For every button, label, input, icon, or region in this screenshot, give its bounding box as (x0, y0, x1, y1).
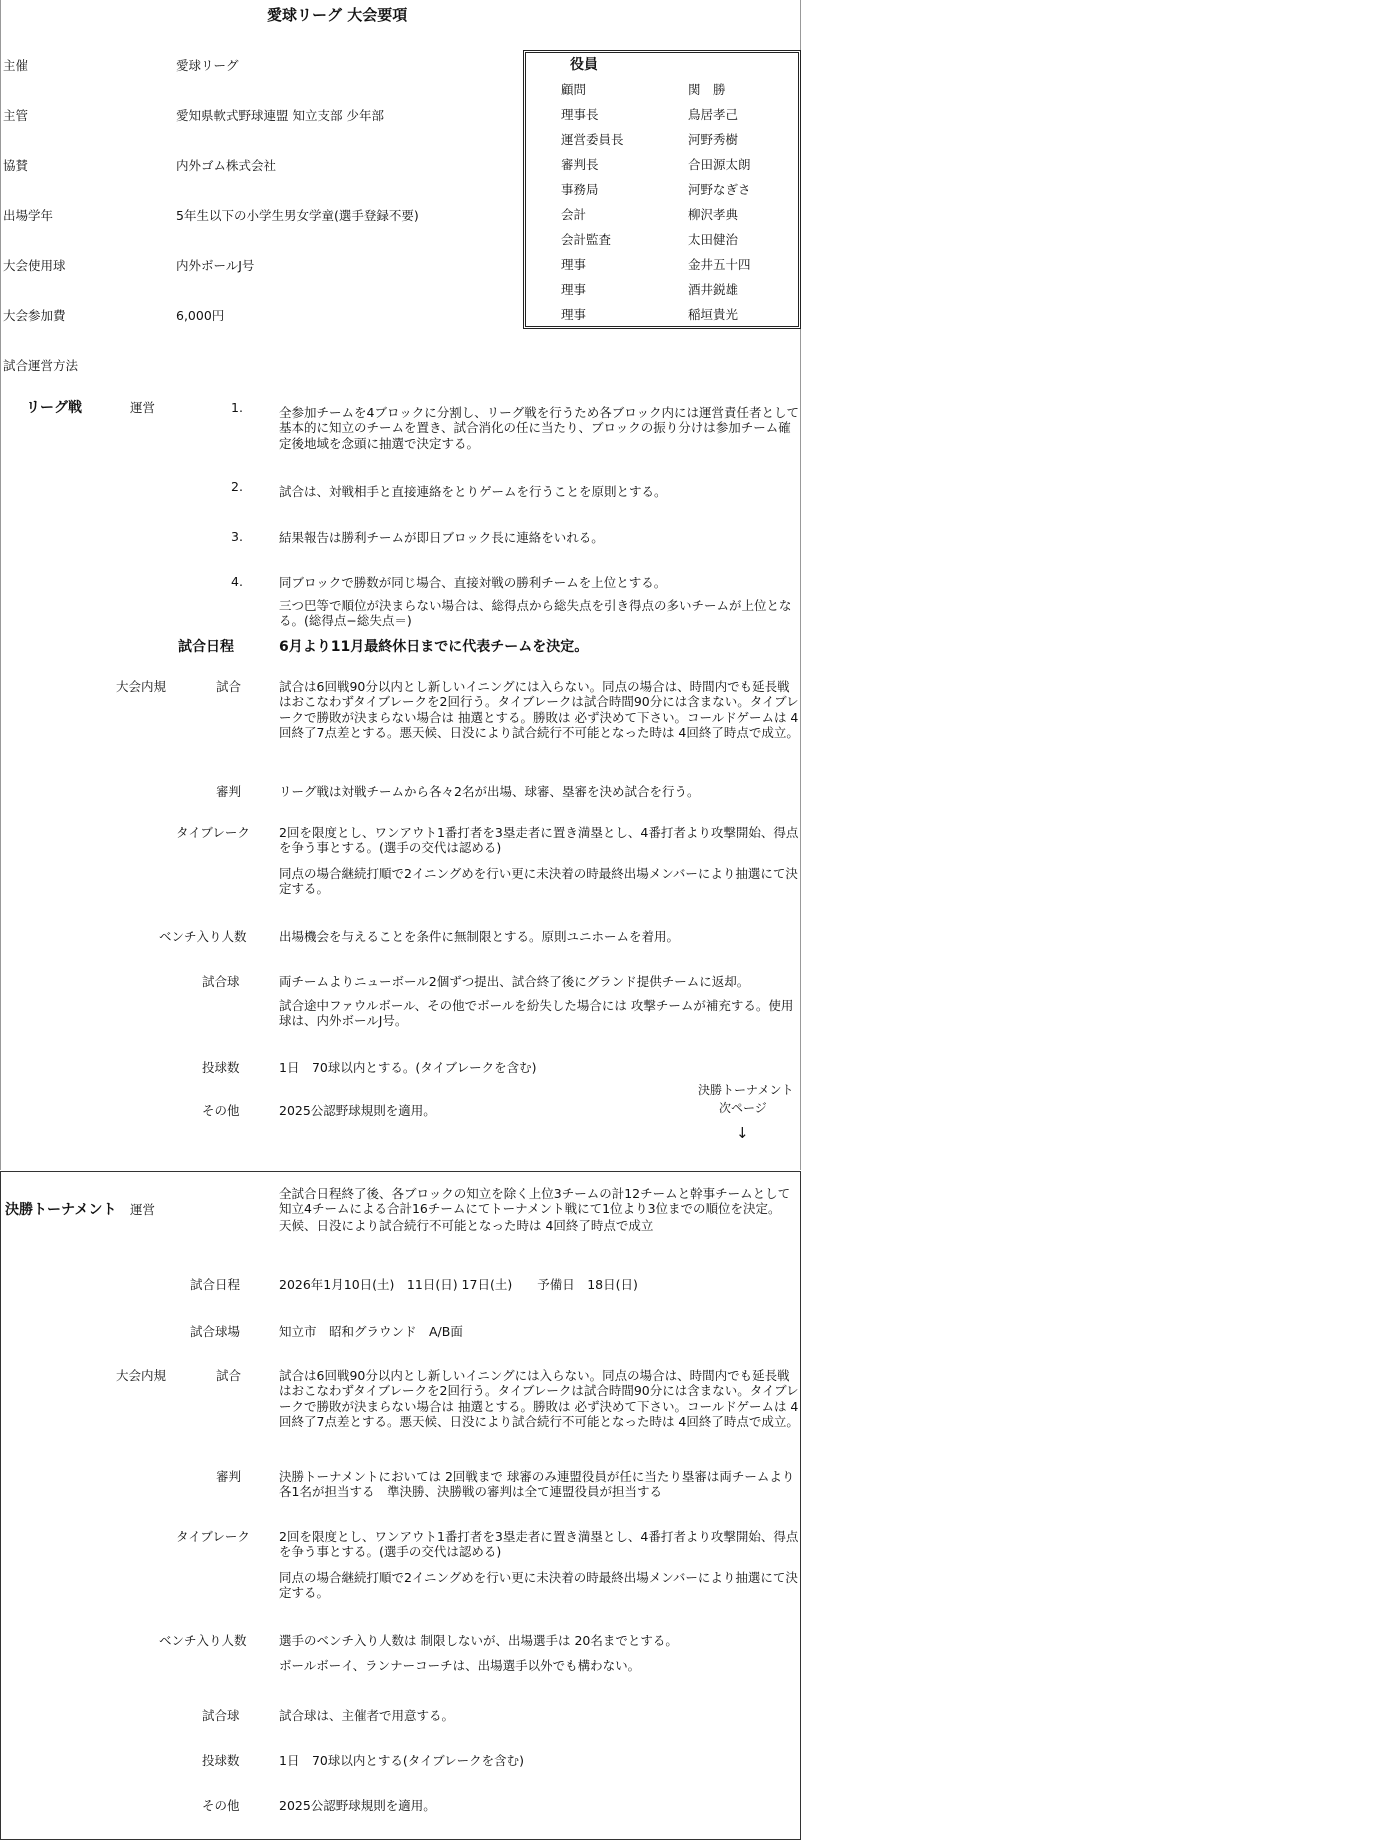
final-bench-text2: ボールボーイ、ランナーコーチは、出場選手以外でも構わない。 (279, 1658, 641, 1673)
league-umpire-label: 審判 (216, 784, 242, 799)
method-label: 試合運営方法 (3, 358, 79, 373)
final-unyo-text2: 天候、日没により試合続行不可能となった時は 4回終了時点で成立 (279, 1218, 654, 1233)
league-rules-label: 大会内規 (116, 679, 167, 694)
final-umpire-label: 審判 (216, 1469, 242, 1484)
final-tournament-box (0, 1171, 801, 1840)
final-umpire-text: 決勝トーナメントにおいては 2回戦まで 球審のみ連盟役員が任に当たり塁審は両チームより各1名が担当する 準決勝、決勝戦の審判は全て連盟役員が担当する (279, 1469, 795, 1500)
down-arrow-icon: ↓ (736, 1124, 749, 1142)
info-label-organizer: 主管 (3, 108, 29, 123)
final-pitch-text: 1日 70球以内とする(タイブレークを含む) (279, 1753, 524, 1768)
info-label-sponsor: 協賛 (3, 158, 29, 173)
league-pitch-label: 投球数 (202, 1060, 240, 1075)
info-value-fee: 6,000円 (176, 308, 225, 323)
officer-name: 河野なぎさ (688, 182, 751, 197)
league-item-extra: 三つ巴等で順位が決まらない場合は、総得点から総失点を引き得点の多いチームが上位となる。(総得点−総失点＝) (279, 598, 792, 629)
officer-name: 太田健治 (688, 232, 739, 247)
league-schedule-label: 試合日程 (178, 639, 234, 655)
officer-name: 金井五十四 (688, 257, 751, 272)
final-other-text: 2025公認野球規則を適用。 (279, 1798, 436, 1813)
league-tiebreak-label: タイブレーク (176, 825, 250, 840)
officer-name: 関 勝 (688, 82, 726, 97)
officer-name: 合田源太朗 (688, 157, 751, 172)
final-tiebreak-text2: 同点の場合継続打順で2イニングめを行い更に未決着の時最終出場メンバーにより抽選にて決定する。 (279, 1570, 798, 1601)
final-rules-label: 大会内規 (116, 1368, 167, 1383)
officer-name: 酒井鋭雄 (688, 282, 739, 297)
league-pitch-text: 1日 70球以内とする。(タイブレークを含む) (279, 1060, 537, 1075)
final-venue-text: 知立市 昭和グラウンド A/B面 (279, 1324, 463, 1339)
officer-role: 理事 (561, 307, 587, 322)
league-other-label: その他 (202, 1103, 240, 1118)
league-ball-label: 試合球 (202, 974, 240, 989)
league-title: リーグ戦 (26, 400, 82, 416)
league-item-text: 試合は、対戦相手と直接連絡をとりゲームを行うことを原則とする。 (279, 484, 667, 499)
final-ball-text: 試合球は、主催者で用意する。 (279, 1708, 455, 1723)
officer-name: 河野秀樹 (688, 132, 739, 147)
league-item-num: 1. (231, 400, 243, 415)
final-game-label: 試合 (216, 1368, 242, 1383)
officer-role: 理事 (561, 282, 587, 297)
league-other-text: 2025公認野球規則を適用。 (279, 1103, 436, 1118)
officer-name: 稲垣貴光 (688, 307, 739, 322)
officer-role: 運営委員長 (561, 132, 624, 147)
final-bench-label: ベンチ入り人数 (159, 1633, 247, 1648)
officer-role: 事務局 (561, 182, 599, 197)
league-umpire-text: リーグ戦は対戦チームから各々2名が出場、球審、塁審を決め試合を行う。 (279, 784, 700, 799)
info-label-ball: 大会使用球 (3, 258, 66, 273)
info-label-fee: 大会参加費 (3, 308, 66, 323)
final-schedule-text: 2026年1月10日(土) 11日(日) 17日(土) 予備日 18日(日) (279, 1277, 638, 1292)
final-game-text: 試合は6回戦90分以内とし新しいイニングには入らない。同点の場合は、時間内でも延長戦はおこなわずタイブレークを2回行う。タイブレークは試合時間90分には含まない。タイブレークで勝敗が決まらない場合は 抽選とする。勝敗は 必ず決めて下さい。コールドゲームは 4回終了7点差とする。悪天候、日没により試合続行不可能となった時は 4回終了時点で成立。 (279, 1368, 799, 1429)
info-value-ball: 内外ボールJ号 (176, 258, 255, 273)
league-item-num: 3. (231, 529, 243, 544)
league-game-text: 試合は6回戦90分以内とし新しいイニングには入らない。同点の場合は、時間内でも延長戦はおこなわずタイブレークを2回行う。タイブレークは試合時間90分には含まない。タイブレークで勝敗が決まらない場合は 抽選とする。勝敗は 必ず決めて下さい。コールドゲームは 4回終了7点差とする。悪天候、日没により試合続行不可能となった時は 4回終了時点で成立。 (279, 679, 799, 740)
league-item-text: 全参加チームを4ブロックに分割し、リーグ戦を行うため各ブロック内には運営責任者として基本的に知立のチームを置き、試合消化の任に当たり、ブロックの振り分けは参加チーム確定後地域を念頭に抽選で決定する。 (279, 405, 799, 451)
info-value-host: 愛球リーグ (176, 58, 239, 73)
league-ball-text2: 試合途中ファウルボール、その他でボールを紛失した場合には 攻撃チームが補充する。使用球は、内外ボールJ号。 (279, 998, 794, 1029)
officer-name: 柳沢孝典 (688, 207, 739, 222)
final-venue-label: 試合球場 (190, 1324, 241, 1339)
league-item-num: 2. (231, 479, 243, 494)
final-schedule-label: 試合日程 (190, 1277, 241, 1292)
final-title: 決勝トーナメント (5, 1202, 117, 1218)
final-tiebreak-label: タイブレーク (176, 1529, 250, 1544)
league-bench-label: ベンチ入り人数 (159, 929, 247, 944)
officer-role: 理事長 (561, 107, 599, 122)
final-unyo-text1: 全試合日程終了後、各ブロックの知立を除く上位3チームの計12チームと幹事チームとして知立4チームによる合計16チームにてトーナメント戦にて1位より3位までの順位を決定。 (279, 1186, 791, 1217)
officers-header: 役員 (570, 57, 598, 73)
officer-name: 鳥居孝己 (688, 107, 739, 122)
league-item-num: 4. (231, 574, 243, 589)
final-other-label: その他 (202, 1798, 240, 1813)
officer-role: 顧問 (561, 82, 587, 97)
league-ball-text1: 両チームよりニューボール2個ずつ提出、試合終了後にグランド提供チームに返却。 (279, 974, 750, 989)
officer-role: 会計監査 (561, 232, 612, 247)
next-page-note: 決勝トーナメント (698, 1083, 794, 1097)
final-pitch-label: 投球数 (202, 1753, 240, 1768)
officer-role: 理事 (561, 257, 587, 272)
officer-role: 会計 (561, 207, 587, 222)
league-item-text: 結果報告は勝利チームが即日ブロック長に連絡をいれる。 (279, 530, 604, 545)
final-ball-label: 試合球 (202, 1708, 240, 1723)
info-value-grade: 5年生以下の小学生男女学童(選手登録不要) (176, 208, 419, 223)
next-page-note: 次ページ (719, 1101, 767, 1115)
info-value-sponsor: 内外ゴム株式会社 (176, 158, 277, 173)
final-tiebreak-text1: 2回を限度とし、ワンアウト1番打者を3塁走者に置き満塁とし、4番打者より攻撃開始、得点を争う事とする。(選手の交代は認める) (279, 1529, 799, 1560)
league-schedule-text: 6月より11月最終休日までに代表チームを決定。 (279, 639, 589, 655)
info-label-grade: 出場学年 (3, 208, 54, 223)
league-item-text: 同ブロックで勝数が同じ場合、直接対戦の勝利チームを上位とする。 (279, 575, 667, 590)
final-unyo-label: 運営 (130, 1202, 156, 1217)
league-bench-text: 出場機会を与えることを条件に無制限とする。原則ユニホームを着用。 (279, 929, 680, 944)
league-tiebreak-text1: 2回を限度とし、ワンアウト1番打者を3塁走者に置き満塁とし、4番打者より攻撃開始、得点を争う事とする。(選手の交代は認める) (279, 825, 799, 856)
final-bench-text1: 選手のベンチ入り人数は 制限しないが、出場選手は 20名までとする。 (279, 1633, 678, 1648)
league-tiebreak-text2: 同点の場合継続打順で2イニングめを行い更に未決着の時最終出場メンバーにより抽選にて決定する。 (279, 866, 798, 897)
officer-role: 審判長 (561, 157, 599, 172)
info-label-host: 主催 (3, 58, 29, 73)
league-unyo-label: 運営 (130, 400, 156, 415)
league-game-label: 試合 (216, 679, 242, 694)
page-title: 愛球リーグ 大会要項 (267, 6, 408, 24)
info-value-organizer: 愛知県軟式野球連盟 知立支部 少年部 (176, 108, 384, 123)
